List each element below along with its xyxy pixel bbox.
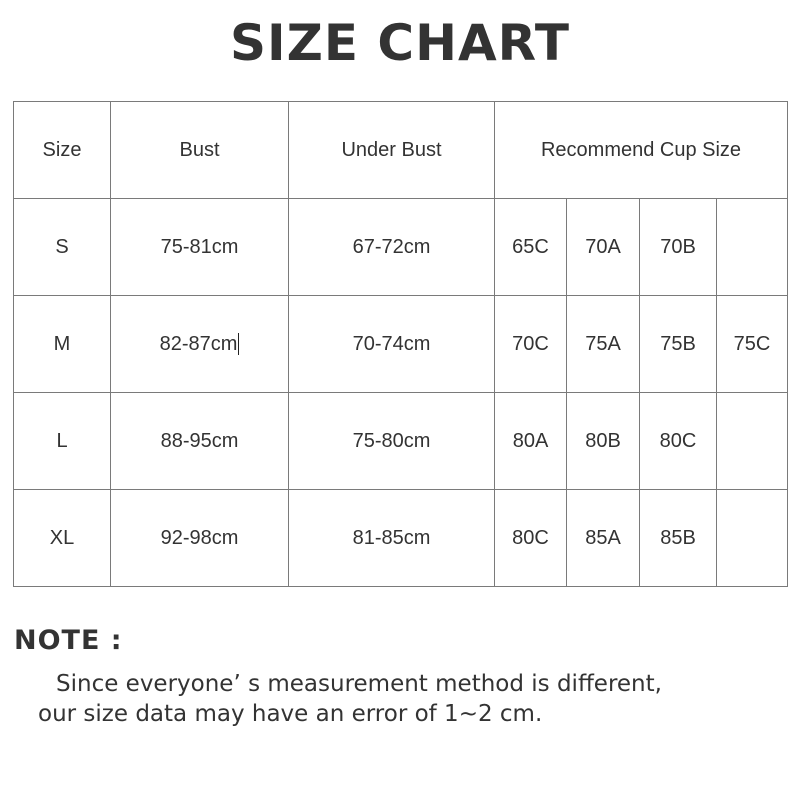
size-cell: S <box>14 199 111 296</box>
header-bust: Bust <box>111 102 289 199</box>
cup-cell: 70B <box>640 199 717 296</box>
cup-cell: 85A <box>567 490 640 587</box>
cup-cell <box>717 393 788 490</box>
cup-cell: 80C <box>640 393 717 490</box>
table-header-row <box>14 102 788 199</box>
cup-cell: 65C <box>495 199 567 296</box>
cup-cell: 75A <box>567 296 640 393</box>
under-bust-cell: 70-74cm <box>289 296 495 393</box>
size-cell: L <box>14 393 111 490</box>
bust-cell: 75-81cm <box>111 199 289 296</box>
bust-cell <box>111 296 289 393</box>
cup-cell: 70A <box>567 199 640 296</box>
page-title: SIZE CHART <box>229 14 571 72</box>
header-under-bust: Under Bust <box>289 102 495 199</box>
under-bust-cell: 75-80cm <box>289 393 495 490</box>
cup-cell <box>717 490 788 587</box>
size-cell: XL <box>14 490 111 587</box>
bust-cell: 88-95cm <box>111 393 289 490</box>
cup-cell: 80B <box>567 393 640 490</box>
cup-cell <box>717 199 788 296</box>
cup-cell: 80A <box>495 393 567 490</box>
bust-cell: 92-98cm <box>111 490 289 587</box>
table-row <box>14 393 788 490</box>
header-recommend-cup-size: Recommend Cup Size <box>495 102 788 199</box>
size-chart-table <box>13 101 788 587</box>
cup-cell: 80C <box>495 490 567 587</box>
note-heading: NOTE : <box>14 625 123 656</box>
note-text-line: Since everyone’ s measurement method is different, <box>56 671 662 697</box>
cup-cell: 70C <box>495 296 567 393</box>
cup-cell: 75B <box>640 296 717 393</box>
size-cell: M <box>14 296 111 393</box>
cup-cell: 85B <box>640 490 717 587</box>
cup-cell: 75C <box>717 296 788 393</box>
table-row <box>14 490 788 587</box>
table-row <box>14 199 788 296</box>
under-bust-cell: 67-72cm <box>289 199 495 296</box>
bust-value: 82-87cm <box>159 332 238 355</box>
note-text-line: our size data may have an error of 1~2 cm. <box>38 701 543 727</box>
under-bust-cell: 81-85cm <box>289 490 495 587</box>
text-cursor <box>238 333 239 355</box>
table-row <box>14 296 788 393</box>
header-size: Size <box>14 102 111 199</box>
